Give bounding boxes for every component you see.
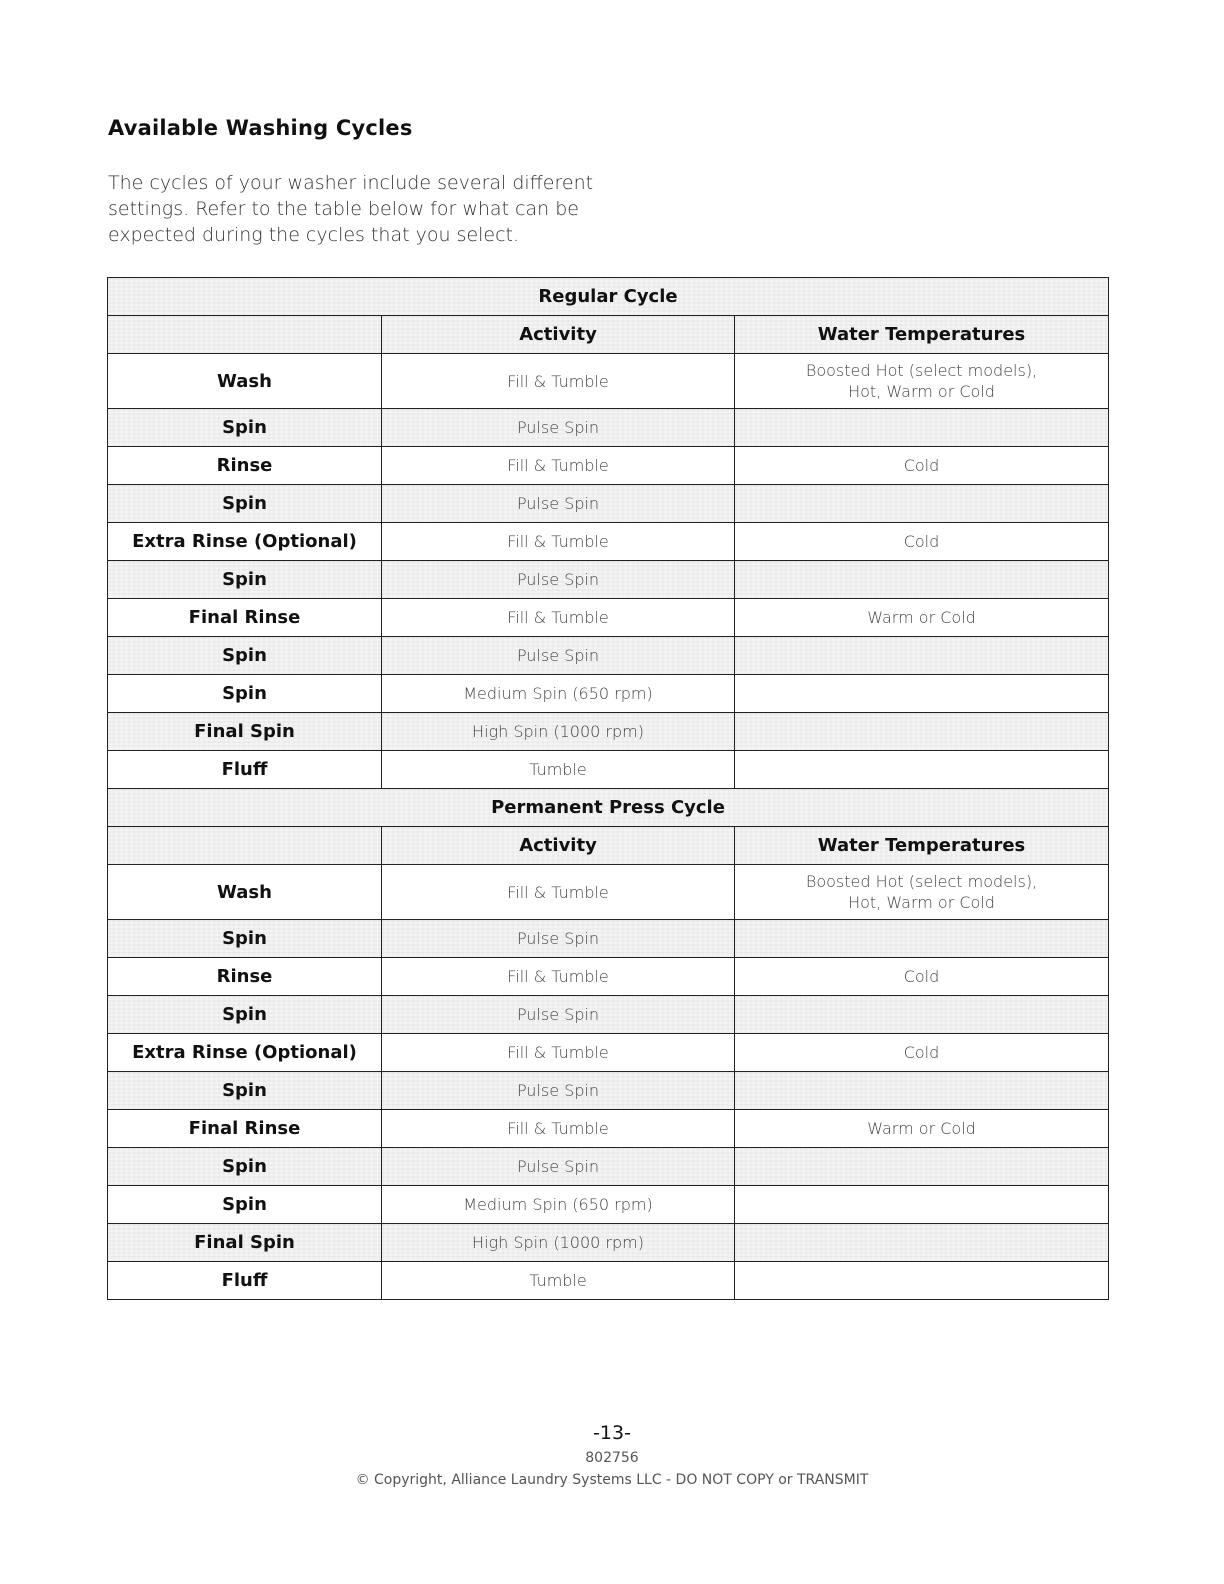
cycle-stage	[108, 1072, 382, 1110]
water-temperature-text: Cold	[903, 967, 940, 986]
cycle-stage-text: Rinse	[216, 966, 273, 987]
cycle-stage	[108, 485, 382, 523]
activity-cell-text: Pulse Spin	[516, 1081, 600, 1100]
table-row	[108, 713, 1109, 751]
activity-cell-text: Fill & Tumble	[507, 967, 609, 986]
activity-cell-text: Fill & Tumble	[507, 371, 609, 391]
water-temperature-cell	[735, 1186, 1109, 1224]
table-row	[108, 751, 1109, 789]
cycle-stage	[108, 447, 382, 485]
activity-cell-text: Pulse Spin	[516, 1157, 600, 1176]
activity-cell-text: Fill & Tumble	[507, 608, 609, 627]
table-row	[108, 958, 1109, 996]
table-row	[108, 1148, 1109, 1186]
activity-cell	[382, 637, 735, 675]
cycle-stage	[108, 1262, 382, 1300]
activity-cell	[382, 1262, 735, 1300]
table-row	[108, 920, 1109, 958]
activity-cell	[382, 1034, 735, 1072]
water-temperature-cell	[735, 561, 1109, 599]
header-activity	[382, 316, 735, 354]
activity-cell-text: Pulse Spin	[516, 646, 600, 665]
cycle-stage	[108, 751, 382, 789]
table-row	[108, 637, 1109, 675]
activity-cell-text: Tumble	[529, 760, 587, 779]
water-temperature-cell	[735, 447, 1109, 485]
cycle-stage-text: Final Rinse	[188, 607, 301, 628]
cycle-stage-text: Spin	[222, 417, 267, 438]
water-temperature-text: Boosted Hot (select models),	[805, 361, 1038, 380]
activity-cell	[382, 409, 735, 447]
water-temperature-text: Hot, Warm or Cold	[848, 893, 995, 912]
cycle-stage	[108, 561, 382, 599]
table-row	[108, 1072, 1109, 1110]
water-temperature-cell	[735, 637, 1109, 675]
intro-paragraph: The cycles of your washer include several different settings. Refer to the table below for what can be expected during the cycles that you select.	[108, 172, 594, 246]
activity-cell-text: Pulse Spin	[516, 494, 600, 513]
activity-cell	[382, 713, 735, 751]
header-water-temperatures-text: Water Temperatures	[817, 835, 1026, 856]
activity-cell-text: Pulse Spin	[516, 1005, 600, 1024]
activity-cell-text: Tumble	[529, 1271, 587, 1290]
cycle-stage-text: Fluff	[221, 1270, 268, 1291]
water-temperature-text: Warm or Cold	[867, 1119, 976, 1138]
water-temperature-text: Cold	[903, 456, 940, 475]
cycle-stage-text: Extra Rinse (Optional)	[132, 1042, 357, 1063]
cycle-stage	[108, 1148, 382, 1186]
cycle-stage	[108, 958, 382, 996]
cycle-stage-text: Spin	[222, 1080, 267, 1101]
activity-cell-text: Fill & Tumble	[507, 532, 609, 551]
cycle-stage	[108, 1110, 382, 1148]
cycle-stage-text: Extra Rinse (Optional)	[132, 531, 357, 552]
cycle-stage-text: Spin	[222, 493, 267, 514]
water-temperature-cell	[735, 713, 1109, 751]
activity-cell	[382, 523, 735, 561]
cycle-stage	[108, 1186, 382, 1224]
table-row	[108, 865, 1109, 920]
activity-cell	[382, 561, 735, 599]
activity-cell	[382, 1110, 735, 1148]
table-row	[108, 1224, 1109, 1262]
header-water-temperatures	[735, 316, 1109, 354]
cycle-stage-text: Spin	[222, 1156, 267, 1177]
cycle-stage	[108, 409, 382, 447]
activity-cell-text: Fill & Tumble	[507, 1119, 609, 1138]
table-row	[108, 523, 1109, 561]
activity-cell-text: Medium Spin (650 rpm)	[463, 1195, 653, 1214]
activity-cell	[382, 485, 735, 523]
cycle-stage-text: Final Rinse	[188, 1118, 301, 1139]
copyright-notice: © Copyright, Alliance Laundry Systems LLC - DO NOT COPY or TRANSMIT	[355, 1472, 869, 1488]
cycle-stage	[108, 523, 382, 561]
cycle-stage	[108, 675, 382, 713]
header-activity-text: Activity	[519, 835, 597, 856]
washing-cycles-table	[107, 277, 1109, 1300]
water-temperature-text: Cold	[903, 532, 940, 551]
activity-cell-text: High Spin (1000 rpm)	[472, 722, 644, 741]
table-row	[108, 1262, 1109, 1300]
cycle-stage	[108, 1224, 382, 1262]
water-temperature-cell	[735, 599, 1109, 637]
water-temperature-cell	[735, 675, 1109, 713]
water-temperature-cell	[735, 485, 1109, 523]
activity-cell	[382, 1224, 735, 1262]
table-row	[108, 1034, 1109, 1072]
column-header-row	[108, 316, 1109, 354]
water-temperature-cell	[735, 1072, 1109, 1110]
water-temperature-cell	[735, 1110, 1109, 1148]
cycle-stage-text: Spin	[222, 645, 267, 666]
cycle-stage-text: Spin	[222, 683, 267, 704]
header-stage	[108, 316, 382, 354]
cycle-stage	[108, 637, 382, 675]
section-title: Regular Cycle	[538, 286, 678, 307]
document-number: 802756	[585, 1450, 639, 1466]
activity-cell	[382, 996, 735, 1034]
table-row	[108, 485, 1109, 523]
activity-cell	[382, 958, 735, 996]
table-row	[108, 996, 1109, 1034]
table-row	[108, 675, 1109, 713]
water-temperature-cell	[735, 751, 1109, 789]
table-row	[108, 561, 1109, 599]
activity-cell-text: Pulse Spin	[516, 418, 600, 437]
water-temperature-text: Warm or Cold	[867, 608, 976, 627]
activity-cell	[382, 599, 735, 637]
cycle-stage-text: Wash	[217, 370, 272, 392]
activity-cell-text: Fill & Tumble	[507, 1043, 609, 1062]
water-temperature-cell	[735, 996, 1109, 1034]
cycle-stage	[108, 996, 382, 1034]
cycle-stage	[108, 865, 382, 920]
section-title-cell	[108, 789, 1109, 827]
table-row	[108, 1110, 1109, 1148]
header-water-temperatures	[735, 827, 1109, 865]
table-row	[108, 599, 1109, 637]
cycle-stage-text: Spin	[222, 1194, 267, 1215]
cycle-stage	[108, 713, 382, 751]
water-temperature-cell	[735, 523, 1109, 561]
activity-cell-text: Pulse Spin	[516, 929, 600, 948]
water-temperature-text: Hot, Warm or Cold	[848, 382, 995, 401]
table-row	[108, 409, 1109, 447]
header-water-temperatures-text: Water Temperatures	[817, 324, 1026, 345]
activity-cell-text: High Spin (1000 rpm)	[472, 1233, 644, 1252]
table-row	[108, 1186, 1109, 1224]
water-temperature-cell	[735, 865, 1109, 920]
cycle-stage-text: Spin	[222, 1004, 267, 1025]
table-row	[108, 354, 1109, 409]
activity-cell	[382, 354, 735, 409]
activity-cell	[382, 1148, 735, 1186]
header-activity-text: Activity	[519, 324, 597, 345]
water-temperature-cell	[735, 354, 1109, 409]
section-title-cell	[108, 278, 1109, 316]
activity-cell	[382, 865, 735, 920]
water-temperature-cell	[735, 1148, 1109, 1186]
activity-cell-text: Pulse Spin	[516, 570, 600, 589]
water-temperature-text: Cold	[903, 1043, 940, 1062]
water-temperature-cell	[735, 1262, 1109, 1300]
cycle-stage-text: Final Spin	[194, 721, 295, 742]
header-stage	[108, 827, 382, 865]
cycle-stage-text: Rinse	[216, 455, 273, 476]
cycle-stage-text: Spin	[222, 569, 267, 590]
activity-cell-text: Fill & Tumble	[507, 456, 609, 475]
activity-cell	[382, 751, 735, 789]
activity-cell	[382, 447, 735, 485]
washing-cycles-table-body	[108, 278, 1109, 1300]
water-temperature-cell	[735, 409, 1109, 447]
activity-cell	[382, 920, 735, 958]
cycle-stage-text: Fluff	[221, 759, 268, 780]
page-number: -13-	[593, 1422, 631, 1444]
column-header-row	[108, 827, 1109, 865]
cycle-stage	[108, 354, 382, 409]
cycle-stage-text: Spin	[222, 928, 267, 949]
cycle-stage	[108, 920, 382, 958]
activity-cell	[382, 1072, 735, 1110]
activity-cell-text: Medium Spin (650 rpm)	[463, 684, 653, 703]
water-temperature-cell	[735, 1224, 1109, 1262]
activity-cell	[382, 1186, 735, 1224]
water-temperature-text: Boosted Hot (select models),	[805, 872, 1038, 891]
water-temperature-cell	[735, 920, 1109, 958]
cycle-stage-text: Final Spin	[194, 1232, 295, 1253]
water-temperature-cell	[735, 1034, 1109, 1072]
page-title: Available Washing Cycles	[108, 116, 413, 140]
section-title: Permanent Press Cycle	[491, 797, 725, 818]
water-temperature-cell	[735, 958, 1109, 996]
section-title-row	[108, 789, 1109, 827]
activity-cell	[382, 675, 735, 713]
cycle-stage-text: Wash	[217, 881, 272, 903]
header-activity	[382, 827, 735, 865]
cycle-stage	[108, 599, 382, 637]
cycle-stage	[108, 1034, 382, 1072]
activity-cell-text: Fill & Tumble	[507, 882, 609, 902]
section-title-row	[108, 278, 1109, 316]
table-row	[108, 447, 1109, 485]
